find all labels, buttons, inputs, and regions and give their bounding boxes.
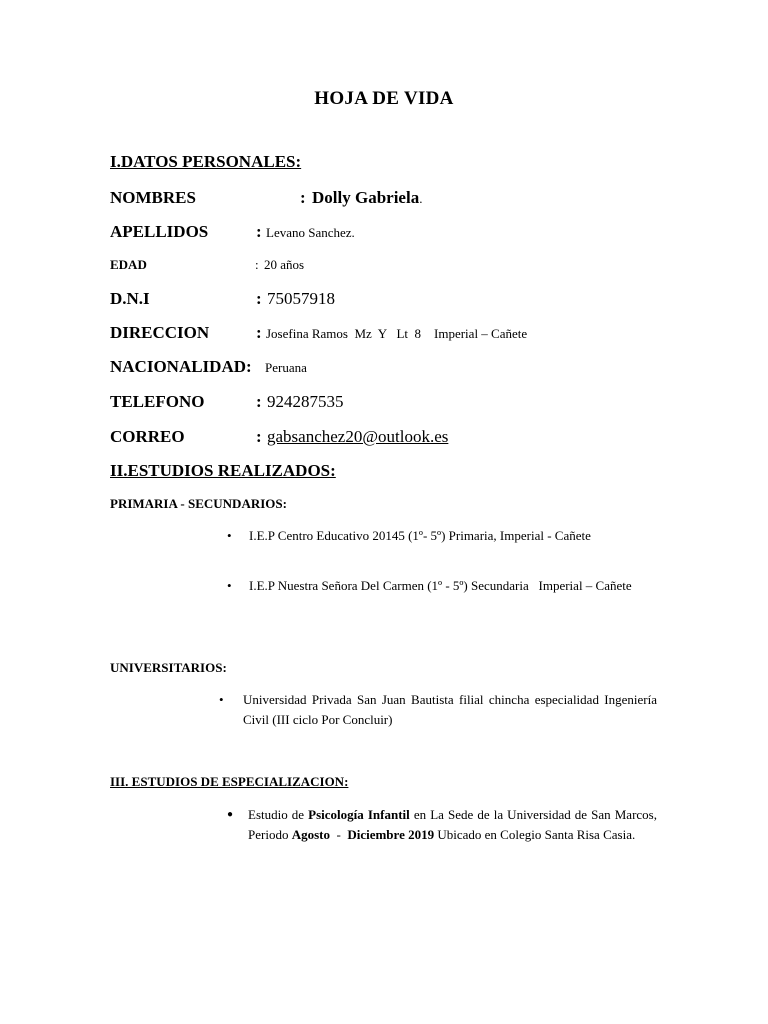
list-item xyxy=(227,576,657,596)
section-specialization-heading: III. ESTUDIOS DE ESPECIALIZACION: xyxy=(110,774,349,789)
label-dni: D.N.I xyxy=(110,289,150,308)
value-apellidos: Levano Sanchez. xyxy=(266,225,355,240)
list-item xyxy=(227,526,657,546)
sep-correo: : xyxy=(256,427,262,446)
bullet-icon: ● xyxy=(227,809,234,820)
sep-dni: : xyxy=(256,289,262,308)
value-nombres: Dolly Gabriela. xyxy=(312,188,423,207)
bullet-icon: • xyxy=(227,578,232,593)
bullet-icon: • xyxy=(219,692,224,707)
list-item xyxy=(227,805,657,845)
label-correo: CORREO xyxy=(110,427,185,446)
especializacion-item-text: Estudio de Psicología Infantil en La Sede de la Universidad de San Marcos, Periodo Agosto - Diciembre 2019 Ubicado en Colegio Santa Risa Casia. xyxy=(248,807,657,842)
primaria-item-text: I.E.P Centro Educativo 20145 (1º- 5º) Primaria, Imperial - Cañete xyxy=(249,528,591,543)
section-studies-heading: II.ESTUDIOS REALIZADOS: xyxy=(110,461,336,480)
primaria-heading: PRIMARIA - SECUNDARIOS: xyxy=(110,496,287,511)
bullet-icon: • xyxy=(227,528,232,543)
section-personal-heading: I.DATOS PERSONALES: xyxy=(110,152,302,171)
sep-apellidos: : xyxy=(256,222,262,241)
value-dni: 75057918 xyxy=(267,289,335,308)
label-apellidos: APELLIDOS xyxy=(110,222,209,241)
value-edad: 20 años xyxy=(264,257,305,272)
sep-nombres: : xyxy=(300,188,306,207)
document-title: HOJA DE VIDA xyxy=(314,88,454,109)
label-telefono: TELEFONO xyxy=(110,392,205,411)
label-nombres: NOMBRES xyxy=(110,188,196,207)
list-item xyxy=(219,690,657,730)
universidad-item-text: Universidad Privada San Juan Bautista filial chincha especialidad Ingeniería Civil (III ciclo Por Concluir) xyxy=(243,692,657,727)
sep-telefono: : xyxy=(256,392,262,411)
value-direccion: Josefina Ramos Mz Y Lt 8 Imperial – Cañete xyxy=(266,326,528,341)
universitarios-heading: UNIVERSITARIOS: xyxy=(110,660,227,675)
label-nacionalidad: NACIONALIDAD: xyxy=(110,357,252,376)
label-direccion: DIRECCION xyxy=(110,323,210,342)
secundaria-item-text: I.E.P Nuestra Señora Del Carmen (1º - 5º) Secundaria Imperial – Cañete xyxy=(249,578,632,593)
value-nacionalidad: Peruana xyxy=(265,360,307,375)
value-telefono: 924287535 xyxy=(267,392,344,411)
sep-edad: : xyxy=(255,257,259,272)
email-link[interactable]: gabsanchez20@outlook.es xyxy=(267,427,449,446)
label-edad: EDAD xyxy=(110,257,147,272)
sep-direccion: : xyxy=(256,323,262,342)
